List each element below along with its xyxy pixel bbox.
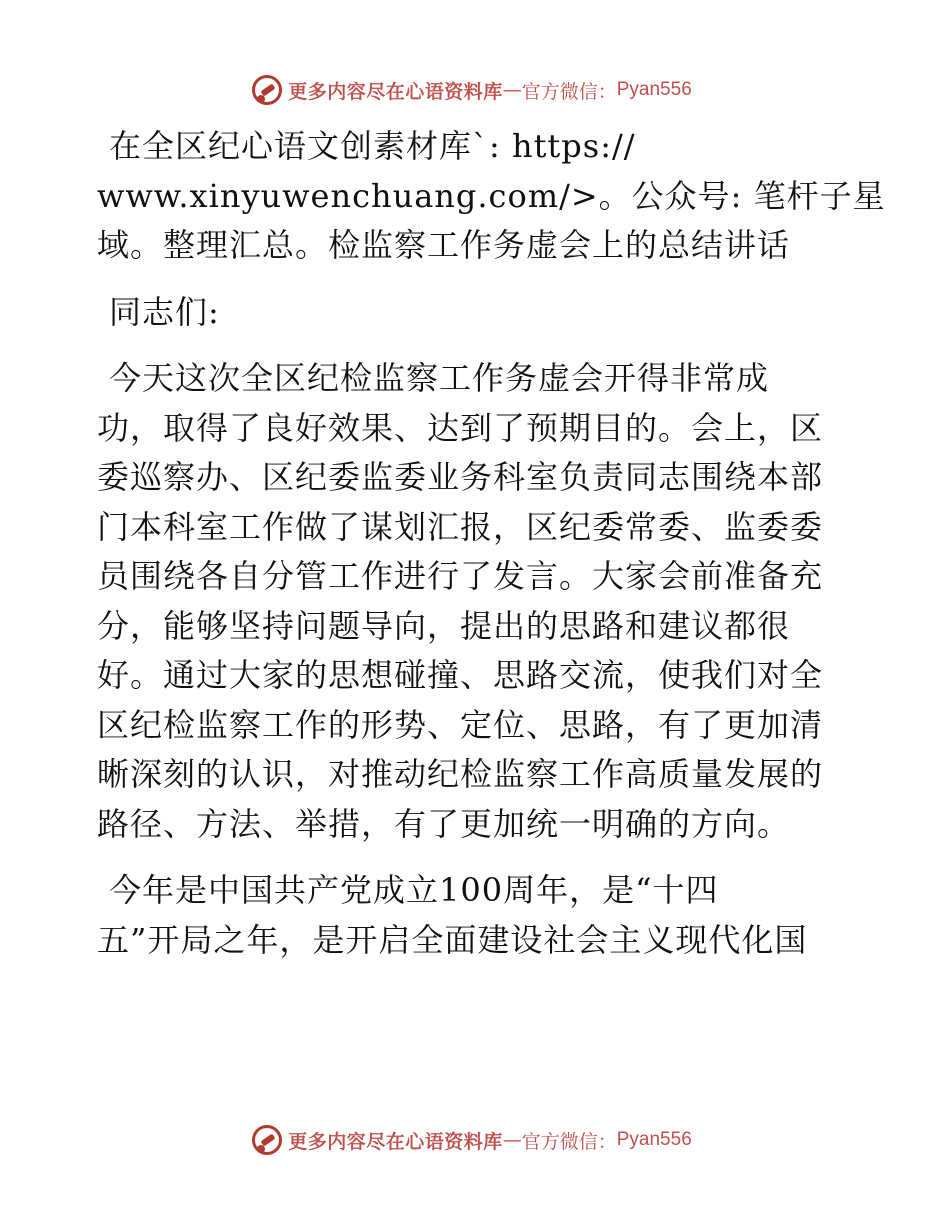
banner-separator: — (502, 1129, 522, 1151)
text-line: 门本科室工作做了谋划汇报，区纪委常委、监委委 (97, 507, 824, 546)
wechat-label: 官方微信： (521, 1130, 617, 1153)
text-line: 今天这次全区纪检监察工作务虚会开得非常成 (109, 359, 770, 397)
text-line: 域。整理汇总。检监察工作务虚会上的总结讲话 (97, 226, 791, 264)
text-line: 委巡察办、区纪委监委业务科室负责同志围绕本部 (97, 458, 824, 496)
text-line: 功，取得了良好效果、达到了预期目的。会上，区 (97, 408, 824, 447)
pen-logo-icon (252, 75, 282, 105)
footer-banner (0, 1120, 950, 1160)
text-line: 在全区纪心语文创素材库`: https:// (109, 127, 636, 165)
salutation-paragraph (97, 288, 857, 338)
text-line: 好。通过大家的思想碰撞、思路交流，使我们对全 (97, 656, 824, 694)
title-paragraph (97, 122, 886, 271)
text-line: 区纪检监察工作的形势、定位、思路，有了更加清 (97, 705, 824, 744)
pen-logo-icon (252, 1125, 282, 1155)
text-line: 五”开局之年，是开启全面建设社会主义现代化国 (97, 920, 808, 959)
header-banner (0, 70, 950, 110)
text-line: 晰深刻的认识，对推动纪检监察工作高质量发展的 (97, 755, 824, 793)
text-line: www.xinyuwenchuang.com/>。公众号: 笔杆子星 (97, 176, 886, 215)
text-line: 员围绕各自分管工作进行了发言。大家会前准备充 (97, 557, 824, 595)
wechat-id: Pyan556 (616, 1129, 692, 1150)
body-paragraph (97, 866, 857, 965)
wechat-id: Pyan556 (616, 79, 692, 100)
banner-separator: — (502, 79, 522, 101)
text-line: 今年是中国共产党成立100周年，是“十四 (109, 871, 719, 909)
text-line: 分，能够坚持问题导向，提出的思路和建议都很 (97, 606, 791, 645)
text-line: 路径、方法、举措，有了更加统一明确的方向。 (97, 804, 791, 843)
text-line: 同志们: (109, 292, 220, 331)
banner-text: 更多内容尽在心语资料库 (288, 80, 503, 103)
body-paragraph (97, 354, 857, 849)
banner-text: 更多内容尽在心语资料库 (288, 1130, 503, 1153)
document-body (97, 122, 886, 965)
wechat-label: 官方微信： (521, 80, 617, 103)
